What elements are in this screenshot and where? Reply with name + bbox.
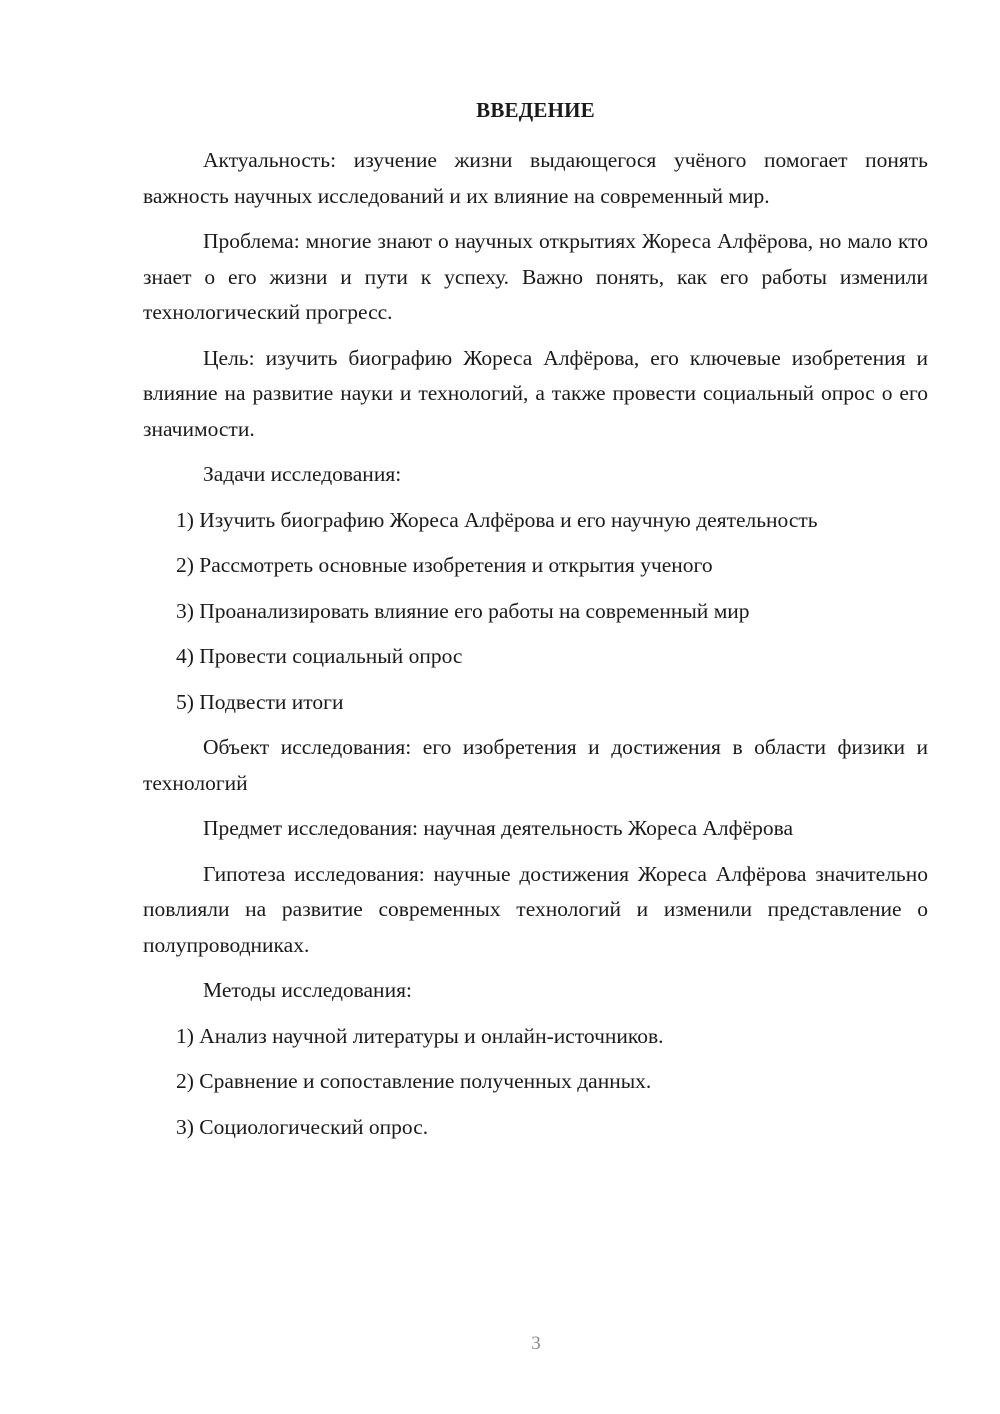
- goal-paragraph: Цель: изучить биографию Жореса Алфёрова, его ключевые изобретения и влияние на развитие науки и технологий, а также провести социальный опрос о его значимости.: [143, 345, 928, 441]
- methods-heading: Методы исследования:: [203, 978, 412, 1002]
- list-item: 3) Социологический опрос.: [176, 1114, 429, 1139]
- tasks-heading: Задачи исследования:: [203, 462, 402, 486]
- object-paragraph: Объект исследования: его изобретения и достижения в области физики и технологий: [143, 735, 928, 795]
- list-item: 4) Провести социальный опрос: [176, 644, 463, 668]
- subject-paragraph: Предмет исследования: научная деятельность Жореса Алфёрова: [203, 816, 794, 840]
- methods-list: [143, 1019, 928, 1146]
- page-number: 3: [531, 1333, 541, 1354]
- tasks-list: [143, 503, 928, 721]
- section-title: ВВЕДЕНИЕ: [476, 98, 595, 122]
- relevance-paragraph: Актуальность: изучение жизни выдающегося учёного помогает понять важность научных исследований и их влияние на современный мир.: [143, 148, 928, 208]
- list-item: 1) Изучить биографию Жореса Алфёрова и его научную деятельность: [176, 507, 818, 532]
- list-item: 1) Анализ научной литературы и онлайн-источников.: [176, 1023, 664, 1048]
- list-item: 5) Подвести итоги: [176, 689, 344, 714]
- hypothesis-paragraph: Гипотеза исследования: научные достижения Жореса Алфёрова значительно повлияли на развитие современных технологий и изменили представление о полупроводниках.: [143, 861, 928, 957]
- list-item: 2) Рассмотреть основные изобретения и открытия ученого: [176, 553, 713, 577]
- document-page: [143, 95, 928, 1155]
- list-item: 3) Проанализировать влияние его работы на современный мир: [176, 598, 750, 623]
- problem-paragraph: Проблема: многие знают о научных открытиях Жореса Алфёрова, но мало кто знает о его жизни и пути к успеху. Важно понять, как его работы изменили технологический прогресс.: [143, 229, 928, 324]
- list-item: 2) Сравнение и сопоставление полученных данных.: [176, 1069, 652, 1093]
